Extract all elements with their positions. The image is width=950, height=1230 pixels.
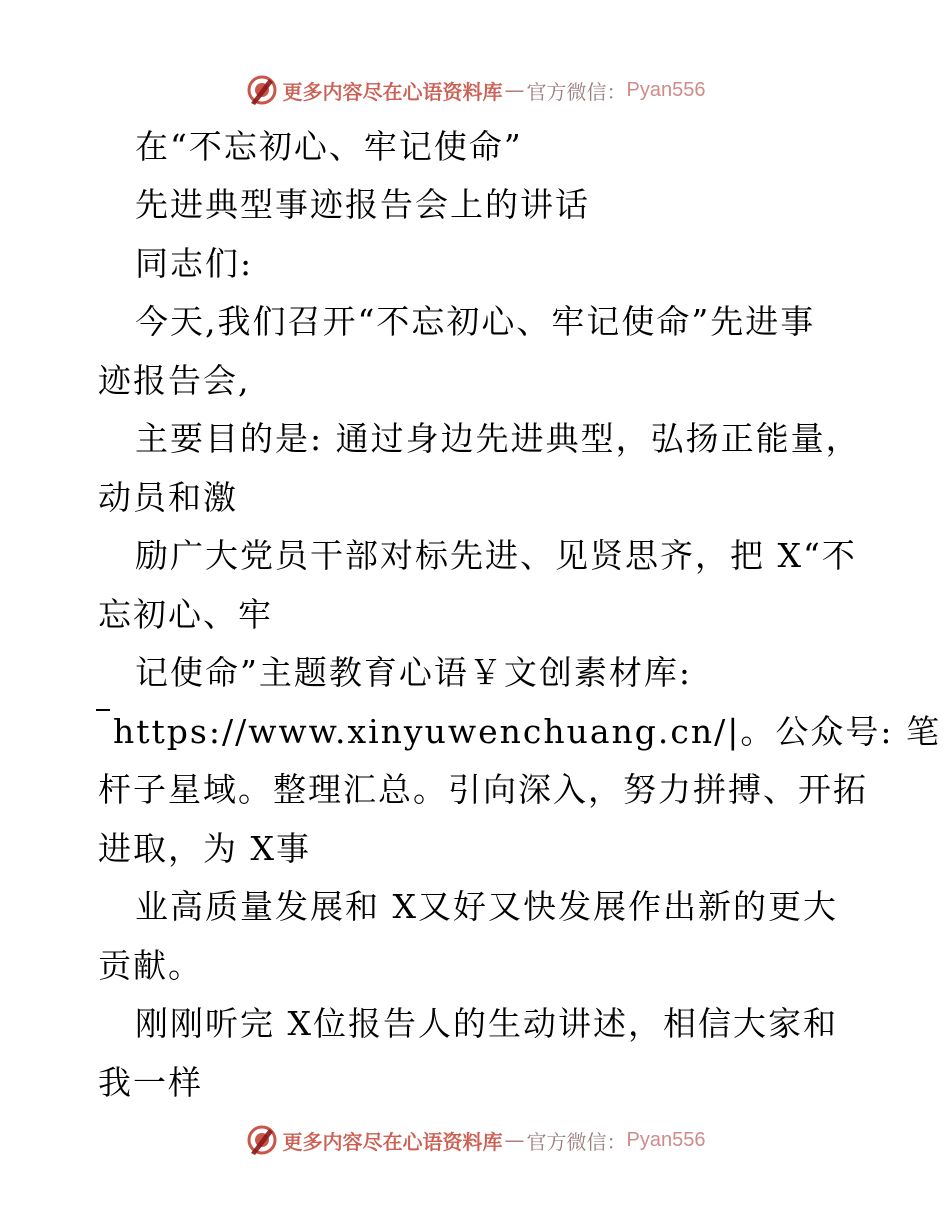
pen-logo-icon <box>245 1123 279 1157</box>
doc-line: 忘初心、牢 <box>98 595 273 634</box>
header-banner <box>0 70 950 110</box>
doc-line: 先进典型事迹报告会上的讲话 <box>135 185 590 224</box>
pen-logo-icon <box>245 73 279 107</box>
banner-dash: — <box>504 1128 525 1152</box>
doc-line-url[interactable]: https://www.xinyuwenchuang.cn/|。公众号: 笔 <box>113 712 941 751</box>
doc-line: 今天,我们召开“不忘初心、牢记使命”先进事 <box>135 302 816 341</box>
banner-dash: — <box>504 78 525 102</box>
doc-line: 贡献。 <box>98 946 203 985</box>
url-tick-mark <box>96 709 110 711</box>
doc-line: 主要目的是: 通过身边先进典型，弘扬正能量， <box>135 419 861 458</box>
doc-line: 刚刚听完 X位报告人的生动讲述，相信大家和 <box>135 1004 838 1043</box>
doc-line: 进取，为 X事 <box>98 829 311 868</box>
banner-wechat-id: Pyan556 <box>626 78 706 101</box>
banner-official-label: 官方微信： <box>526 1129 627 1154</box>
banner-official-label: 官方微信： <box>526 79 627 104</box>
doc-line: 杆子星域。整理汇总。引向深入，努力拼搏、开拓 <box>98 770 868 809</box>
doc-line: 励广大党员干部对标先进、见贤思齐，把 X“不 <box>135 536 857 575</box>
doc-line: 迹报告会, <box>98 361 251 400</box>
banner-wechat-id: Pyan556 <box>626 1128 706 1151</box>
doc-line: 业高质量发展和 X又好又快发展作出新的更大 <box>135 887 838 926</box>
doc-line: 动员和激 <box>98 478 238 517</box>
doc-line: 在“不忘初心、牢记使命” <box>135 127 523 166</box>
footer-banner <box>0 1120 950 1160</box>
banner-title: 更多内容尽在心语资料库 <box>282 79 503 104</box>
doc-line: 记使命”主题教育心语￥文创素材库: <box>135 653 692 692</box>
doc-line: 我一样 <box>98 1063 203 1102</box>
banner-title: 更多内容尽在心语资料库 <box>282 1129 503 1154</box>
doc-line: 同志们: <box>135 244 254 283</box>
